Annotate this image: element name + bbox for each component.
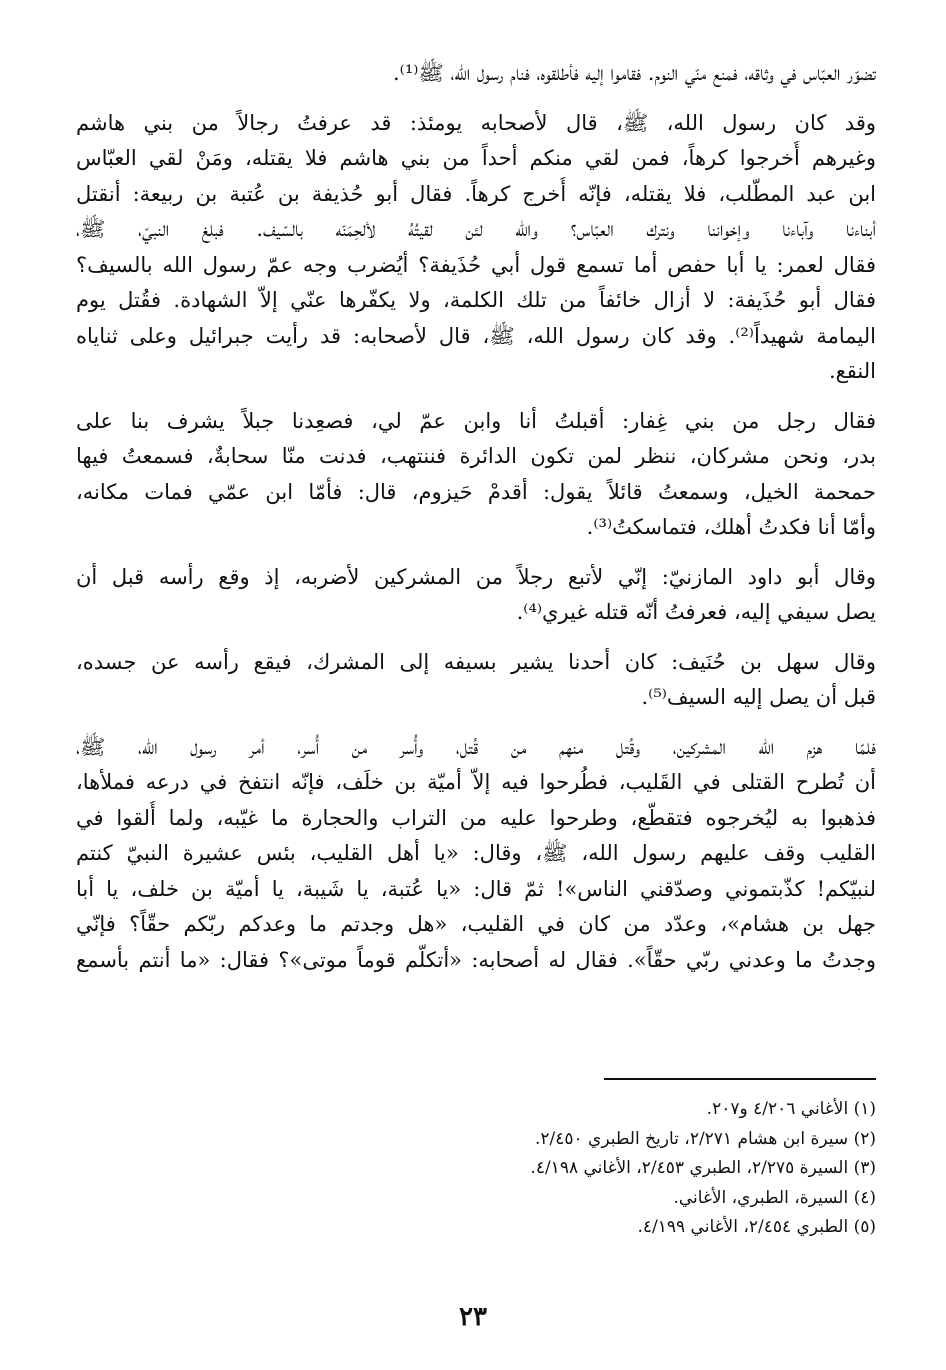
text-line: وأمّا أنا فكدتُ أهلك، فتماسكتُ⁽³⁾. bbox=[586, 515, 876, 539]
text-line: وقال سهل بن حُنَيف: كان أحدنا يشير بسيفه إلى المشرك، فيقع رأسه عن جسده، bbox=[76, 649, 876, 674]
text-line: القليب وقف عليهم رسول الله، ﷺ، وقال: «يا أهل القليب، بئس عشيرة النبيّ كنتم bbox=[76, 841, 876, 865]
footnote: (١) الأغاني ٤/٢٠٦ و٢٠٧. bbox=[706, 1099, 876, 1119]
paragraph bbox=[76, 560, 876, 631]
main-text bbox=[76, 56, 876, 978]
paragraph bbox=[76, 645, 876, 716]
text-line: وقد كان رسول الله، ﷺ، قال لأصحابه يومئذ: قد عرفتُ رجالاً من بني هاشم bbox=[76, 110, 876, 135]
page-number: ٢٣ bbox=[459, 1302, 487, 1332]
text-line: لنبيّكم! كذّبتموني وصدّقني الناس»! ثمّ قال: «يا عُتبة، يا شَيبة، يا أميّة بن خلف، يا أبا bbox=[76, 876, 876, 901]
text-line: النقع. bbox=[828, 359, 876, 383]
text-line: يصل سيفي إليه، فعرفتُ أنّه قتله غيري⁽⁴⁾. bbox=[516, 600, 876, 624]
text-line: جهل بن هشام»، وعدّد من كان في القليب، «هل وجدتم ما وعدكم ربّكم حقّاً؟ فإنّي bbox=[76, 912, 876, 936]
text-line: فلمّا هزم الله المشركين، وقُتل منهم من قُتل، وأُسر من أُسر، أمر رسول الله، ﷺ، bbox=[76, 734, 876, 759]
text-line: اليمامة شهيداً⁽²⁾. وقد كان رسول الله، ﷺ، قال لأصحابه: قد رأيت جبرائيل وعلى ثناياه bbox=[76, 323, 876, 348]
text-line: تضوّر العبّاس في وثاقه، فمنع منّي النوم. فقاموا إليه فأطلقوه، فنام رسول الله، ﷺ⁽¹⁾. bbox=[392, 61, 876, 85]
paragraph bbox=[76, 106, 876, 390]
text-line: فقال رجل من بني غِفار: أقبلتُ أنا وابن عمّ لي، فصعِدنا جبلاً يشرف بنا على bbox=[76, 408, 876, 433]
text-line: فقال لعمر: يا أبا حفص أما تسمع قول أبي حُذَيفة؟ أيُضرب وجه عمّ رسول الله بالسيف؟ bbox=[76, 252, 876, 277]
footnote: (٤) السيرة، الطبري، الأغاني. bbox=[673, 1187, 876, 1208]
text-line: أبناءنا وآباءنا وإخواننا ونترك العبّاس؟ والله لئن لقيتُهُ لألحِمَنّه بالسّيف. فبلغ النبيّ، ﷺ، bbox=[76, 217, 876, 241]
footnote: (٥) الطبري ٢/٤٥٤، الأغاني ٤/١٩٩. bbox=[637, 1217, 876, 1237]
text-line: فقال أبو حُذَيفة: لا أزال خائفاً من تلك الكلمة، ولا يكفّرها عنّي إلاّ الشهادة. فقُتل يوم bbox=[76, 288, 876, 312]
paragraph bbox=[76, 56, 876, 92]
paragraph bbox=[76, 404, 876, 546]
text-line: أن تُطرح القتلى في القَليب، فطُرحوا فيه إلاّ أميّة بن خلَف، فإنّه انتفخ في درعه فملأها، bbox=[76, 770, 876, 794]
text-line: حمحمة الخيل، وسمعتُ قائلاً يقول: أقدمْ حَيزوم، قال: فأمّا ابن عمّي فمات مكانه، bbox=[76, 479, 876, 504]
text-line: ابن عبد المطّلب، فلا يقتله، فإنّه أُخرج كرهاً. فقال أبو حُذيفة بن عُتبة بن ربيعة: أنقتل bbox=[76, 181, 876, 206]
footnote: (٣) السيرة ٢/٢٧٥، الطبري ٢/٤٥٣، الأغاني ٤/١٩٨. bbox=[530, 1158, 876, 1178]
footnotes bbox=[176, 1095, 876, 1243]
footnote-divider bbox=[604, 1078, 876, 1080]
paragraph bbox=[76, 730, 876, 979]
text-line: وغيرهم أُخرجوا كرهاً، فمن لقي منكم أحداً من بني هاشم فلا يقتله، ومَنْ لقي العبّاس bbox=[76, 146, 876, 170]
text-line: فذهبوا به ليُخرجوه فتقطّع، وطرحوا عليه من التراب والحجارة ما غيّبه، ولما أُلقوا في bbox=[76, 805, 876, 830]
text-line: وجدتُ ما وعدني ربّي حقّاً». فقال له أصحابه: «أتكلّم قوماً موتى»؟ فقال: «ما أنتم بأسمع bbox=[76, 947, 876, 972]
text-line: بدر، ونحن مشركان، ننظر لمن تكون الدائرة فننتهب، فدنت منّا سحابةٌ، فسمعتُ فيها bbox=[76, 444, 876, 468]
text-line: قبل أن يصل إليه السيف⁽⁵⁾. bbox=[641, 685, 876, 709]
text-line: وقال أبو داود المازنيّ: إنّي لأتبع رجلاً من المشركين لأضربه، إذ وقع رأسه قبل أن bbox=[76, 564, 876, 589]
footnote: (٢) سيرة ابن هشام ٢/٢٧١، تاريخ الطبري ٢/٤٥٠. bbox=[534, 1128, 876, 1149]
